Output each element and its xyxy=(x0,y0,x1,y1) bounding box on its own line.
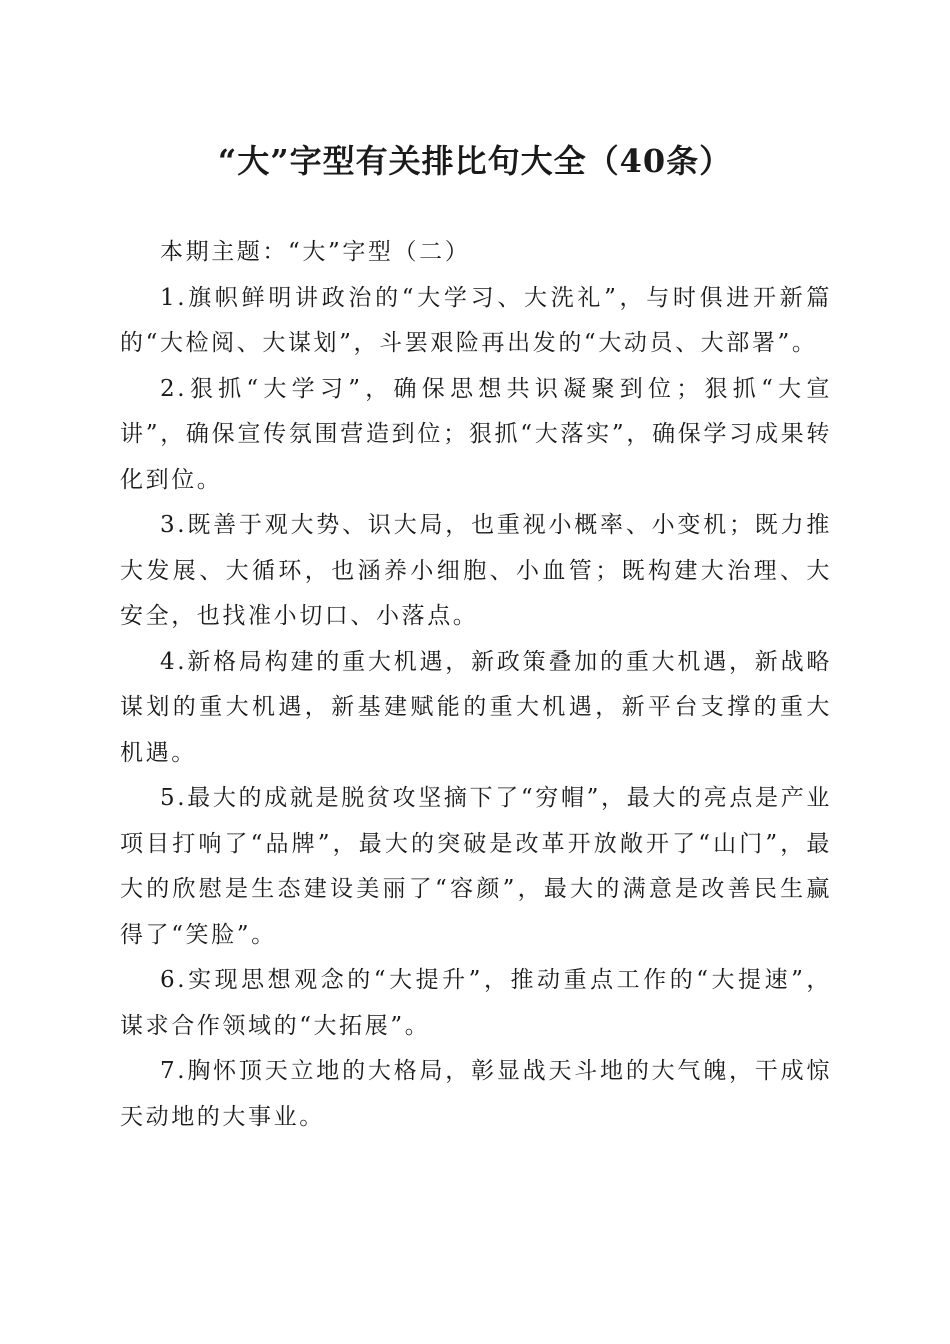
paragraph-6: 6.实现思想观念的“大提升”，推动重点工作的“大提速”，谋求合作领域的“大拓展”。 xyxy=(120,967,832,1039)
document-title: “大”字型有关排比句大全（40条） xyxy=(217,142,733,180)
document-body xyxy=(120,230,832,1140)
paragraph-2: 2.狠抓“大学习”，确保思想共识凝聚到位；狠抓“大宣讲”，确保宣传氛围营造到位；狠抓“大落实”，确保学习成果转化到位。 xyxy=(120,375,832,493)
paragraph-7: 7.胸怀顶天立地的大格局，彰显战天斗地的大气魄，干成惊天动地的大事业。 xyxy=(120,1058,832,1130)
paragraph-4: 4.新格局构建的重大机遇，新政策叠加的重大机遇，新战略谋划的重大机遇，新基建赋能的重大机遇，新平台支撑的重大机遇。 xyxy=(120,648,832,766)
paragraph-1: 1.旗帜鲜明讲政治的“大学习、大洗礼”，与时俱进开新篇的“大检阅、大谋划”，斗罢艰险再出发的“大动员、大部署”。 xyxy=(120,284,832,356)
paragraph-3: 3.既善于观大势、识大局，也重视小概率、小变机；既力推大发展、大循环，也涵养小细胞、小血管；既构建大治理、大安全，也找准小切口、小落点。 xyxy=(120,512,832,629)
theme-paragraph: 本期主题：“大”字型（二） xyxy=(160,239,471,265)
paragraph-5: 5.最大的成就是脱贫攻坚摘下了“穷帽”，最大的亮点是产业项目打响了“品牌”，最大的突破是改革开放敞开了“山门”，最大的欣慰是生态建设美丽了“容颜”，最大的满意是改善民生赢得了“笑脸”。 xyxy=(120,785,832,948)
